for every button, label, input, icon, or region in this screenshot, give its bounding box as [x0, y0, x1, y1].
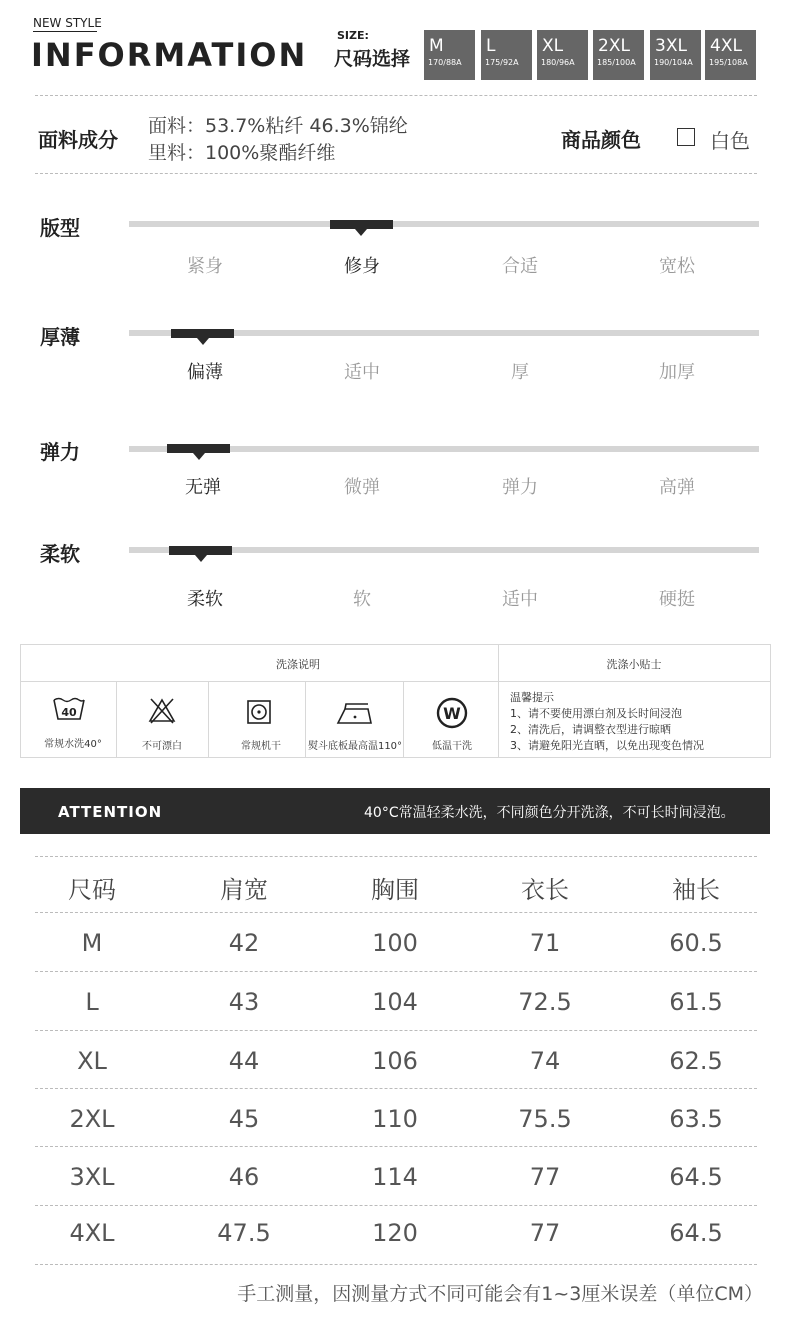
table-cell: 44	[228, 1047, 260, 1075]
table-cell: 104	[372, 988, 418, 1016]
attr-softness-title: 柔软	[40, 542, 80, 566]
table-cell: 64.5	[669, 1163, 723, 1191]
color-title: 商品颜色	[561, 128, 641, 152]
wash-instructions-header: 洗涤说明	[276, 658, 320, 671]
table-cell: 100	[372, 929, 418, 957]
attr-fit-marker	[330, 220, 393, 229]
size-label-cn: 尺码选择	[334, 48, 411, 70]
size-option-spec: 175/92A	[485, 58, 519, 67]
table-cell: 77	[529, 1163, 561, 1191]
attr-thickness-option: 厚	[511, 362, 529, 383]
table-cell: 74	[529, 1047, 561, 1075]
fabric-title: 面料成分	[38, 128, 118, 152]
table-divider	[35, 1146, 757, 1147]
table-cell: 106	[372, 1047, 418, 1075]
attr-thickness-option: 加厚	[659, 362, 695, 383]
size-option-spec: 170/88A	[428, 58, 462, 67]
attr-softness-marker-pointer	[195, 555, 207, 562]
wash-table-vline	[116, 682, 117, 757]
table-cell-size: 3XL	[69, 1163, 115, 1191]
table-cell: 75.5	[518, 1105, 572, 1133]
table-header-size: 尺码	[68, 876, 116, 904]
table-cell: 61.5	[669, 988, 723, 1016]
table-cell: 47.5	[217, 1219, 271, 1247]
color-swatch-white[interactable]	[677, 128, 695, 146]
table-cell: 60.5	[669, 929, 723, 957]
size-option-spec: 195/108A	[709, 58, 748, 67]
attr-softness-option: 硬挺	[659, 589, 695, 610]
table-cell: 45	[228, 1105, 260, 1133]
attr-elasticity-option-selected: 无弹	[185, 477, 221, 498]
attr-fit-title: 版型	[40, 216, 80, 240]
attr-fit-option: 合适	[502, 256, 538, 277]
size-option-spec: 185/100A	[597, 58, 636, 67]
attr-softness-option: 软	[353, 589, 371, 610]
wash-table-vline	[305, 682, 306, 757]
size-option-label: M	[429, 36, 444, 56]
attention-text: 40°C常温轻柔水洗，不同颜色分开洗涤，不可长时间浸泡。	[364, 805, 735, 821]
size-option-4xl[interactable]	[705, 30, 756, 80]
attr-elasticity-marker	[167, 444, 230, 453]
wash-table-vline	[498, 645, 499, 757]
color-value: 白色	[710, 129, 750, 153]
table-cell-size: 4XL	[69, 1219, 115, 1247]
measurement-footnote: 手工测量，因测量方式不同可能会有1~3厘米误差（单位CM）	[237, 1283, 763, 1305]
size-option-l[interactable]	[481, 30, 532, 80]
wash-label: 熨斗底板最高温110°	[307, 741, 403, 752]
table-cell: 62.5	[669, 1047, 723, 1075]
attr-thickness-option-selected: 偏薄	[187, 362, 223, 383]
attr-softness-marker	[169, 546, 232, 555]
size-option-3xl[interactable]	[650, 30, 701, 80]
attr-fit-track	[129, 221, 759, 227]
attr-fit-option-selected: 修身	[344, 256, 380, 277]
wash-tip: 3、请避免阳光直晒，以免出现变色情况	[510, 739, 704, 752]
size-option-label: 4XL	[710, 36, 742, 56]
table-cell-size: L	[85, 988, 99, 1016]
size-option-label: XL	[542, 36, 564, 56]
wash-table-vline	[208, 682, 209, 757]
table-cell: 72.5	[518, 988, 572, 1016]
table-cell: 77	[529, 1219, 561, 1247]
wash-tip: 1、请不要使用漂白剂及长时间浸泡	[510, 707, 682, 720]
table-cell: 46	[228, 1163, 260, 1191]
attr-thickness-marker	[171, 329, 234, 338]
attr-elasticity-option: 弹力	[502, 477, 538, 498]
wash-label: 常规机干	[241, 741, 281, 752]
wash-tips-header: 洗涤小贴士	[606, 658, 662, 671]
wash-tip-heading: 温馨提示	[510, 691, 554, 704]
new-style-underline	[33, 31, 97, 32]
size-label-en: SIZE:	[337, 29, 369, 42]
fabric-lining: 里料：100%聚酯纤维	[148, 142, 336, 164]
size-option-spec: 180/96A	[541, 58, 575, 67]
table-cell: 110	[372, 1105, 418, 1133]
table-cell-size: M	[81, 929, 103, 957]
size-option-xl[interactable]	[537, 30, 588, 80]
size-option-spec: 190/104A	[654, 58, 693, 67]
new-style-label: NEW STYLE	[33, 16, 102, 30]
attr-thickness-title: 厚薄	[40, 325, 80, 349]
low-temp-dry-clean-icon	[436, 697, 468, 733]
tumble-dry-icon	[246, 699, 272, 729]
attr-softness-option-selected: 柔软	[187, 589, 223, 610]
divider	[35, 95, 757, 96]
table-cell: 71	[529, 929, 561, 957]
iron-icon	[335, 700, 375, 730]
table-header-chest: 胸围	[371, 876, 419, 904]
wash-label: 常规水洗40°	[44, 739, 102, 750]
wash-40-icon	[52, 696, 86, 726]
divider	[35, 173, 757, 174]
attr-thickness-option: 适中	[344, 362, 380, 383]
wash-label: 不可漂白	[142, 741, 182, 752]
size-option-m[interactable]	[424, 30, 475, 80]
table-cell: 42	[228, 929, 260, 957]
size-option-label: 2XL	[598, 36, 630, 56]
table-cell: 63.5	[669, 1105, 723, 1133]
no-bleach-icon	[147, 697, 177, 729]
table-divider	[35, 912, 757, 913]
table-border	[35, 856, 757, 857]
attr-elasticity-option: 高弹	[659, 477, 695, 498]
table-divider	[35, 1030, 757, 1031]
attr-elasticity-title: 弹力	[40, 440, 80, 464]
attr-elasticity-option: 微弹	[344, 477, 380, 498]
table-header-shoulder: 肩宽	[220, 876, 268, 904]
attr-fit-option: 宽松	[659, 256, 695, 277]
table-cell-size: XL	[77, 1047, 107, 1075]
fabric-outer: 面料：53.7%粘纤 46.3%锦纶	[148, 115, 408, 137]
attr-elasticity-marker-pointer	[193, 453, 205, 460]
table-cell: 43	[228, 988, 260, 1016]
wash-table-hline	[21, 681, 770, 682]
table-divider	[35, 1088, 757, 1089]
table-cell-size: 2XL	[69, 1105, 115, 1133]
attention-title: ATTENTION	[58, 803, 163, 821]
attr-softness-option: 适中	[502, 589, 538, 610]
size-option-label: 3XL	[655, 36, 687, 56]
table-cell: 120	[372, 1219, 418, 1247]
dry-clean-letter: W	[443, 704, 461, 723]
size-option-2xl[interactable]	[593, 30, 644, 80]
wash-temp-text: 40	[61, 706, 77, 719]
wash-label: 低温干洗	[432, 741, 472, 752]
attr-fit-marker-pointer	[355, 229, 367, 236]
attr-thickness-marker-pointer	[197, 338, 209, 345]
table-cell: 64.5	[669, 1219, 723, 1247]
size-option-label: L	[486, 36, 496, 56]
table-border	[35, 1264, 757, 1265]
table-header-sleeve: 袖长	[672, 876, 720, 904]
table-header-length: 衣长	[521, 876, 569, 904]
page-title: INFORMATION	[31, 36, 308, 74]
wash-tip: 2、清洗后，请调整衣型进行晾晒	[510, 723, 671, 736]
table-divider	[35, 1205, 757, 1206]
table-divider	[35, 971, 757, 972]
table-cell: 114	[372, 1163, 418, 1191]
attr-fit-option: 紧身	[187, 256, 223, 277]
wash-table-vline	[403, 682, 404, 757]
